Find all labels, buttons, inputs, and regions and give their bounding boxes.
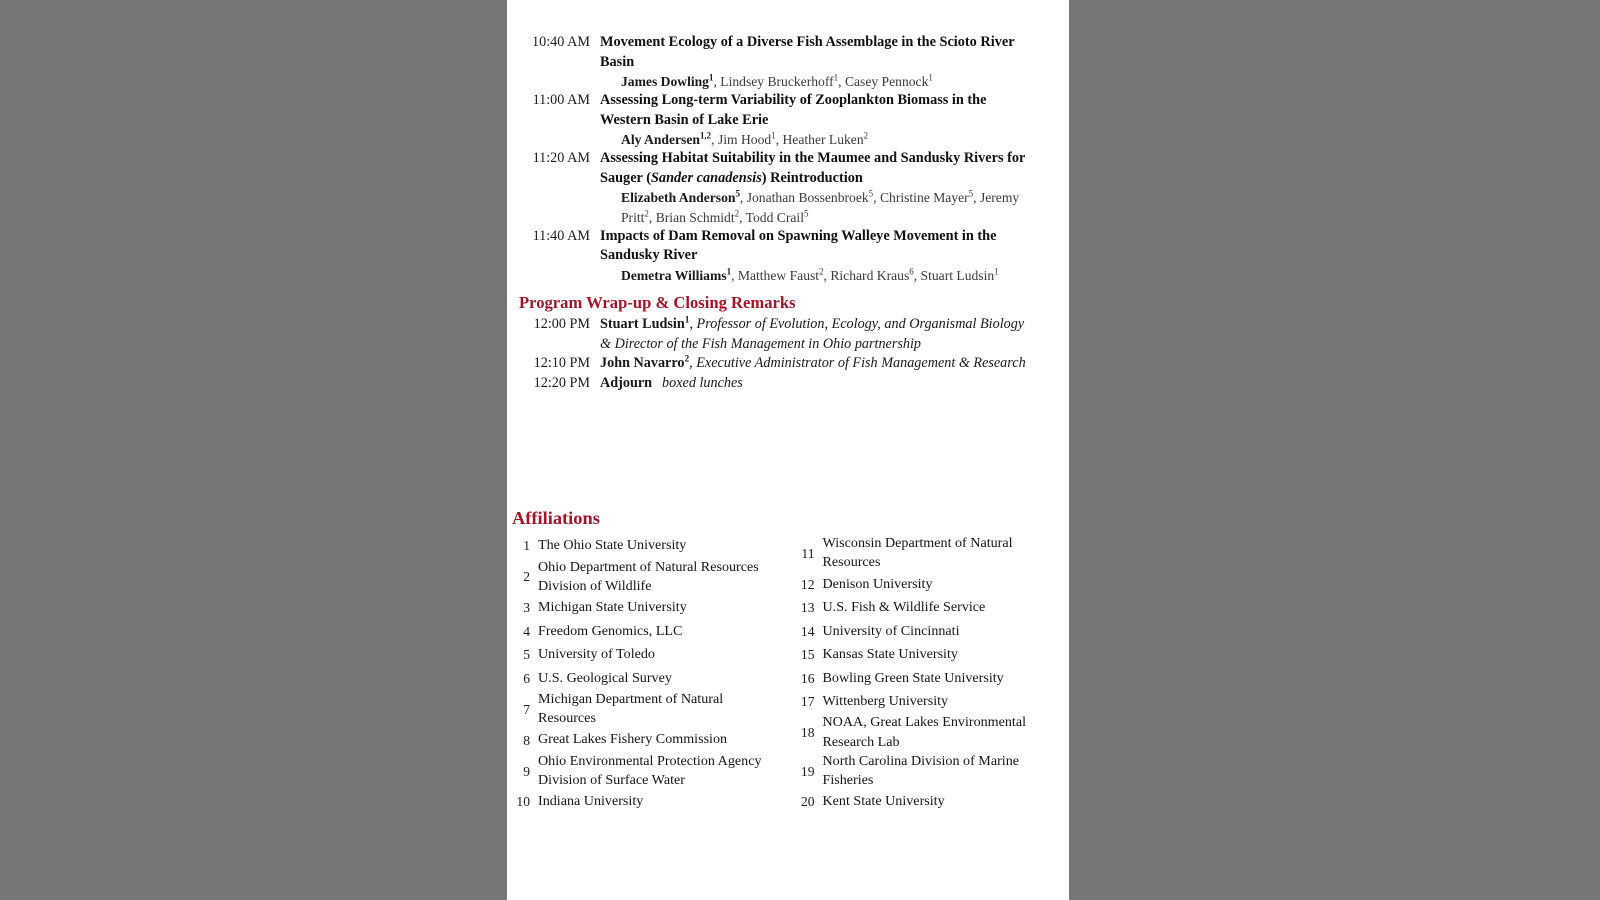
- affiliation-name: Michigan Department of Natural Resources: [538, 690, 724, 727]
- affiliation-name: U.S. Geological Survey: [538, 669, 672, 686]
- schedule-entry-authors: Elizabeth Anderson$^5$, Jonathan Bossenbroek$^5$, Christine Mayer$^5$, Jeremy Pritt$^2$, Brian Schmidt$^2$, Todd Crail$^5$: [621, 188, 1020, 225]
- wrapup-entry: [507, 315, 1069, 354]
- affiliation-row: [797, 619, 1070, 643]
- schedule-entry-title: Impacts of Dam Removal on Spawning Walleye Movement in the Sandusky River: [600, 227, 997, 264]
- affiliation-number: 4: [523, 623, 530, 639]
- schedule-entry-title-row: [507, 33, 1069, 72]
- affiliation-row: [797, 596, 1070, 620]
- affiliation-row: [512, 666, 785, 690]
- affiliation-name: NOAA, Great Lakes Environmental Research Lab: [822, 714, 1027, 750]
- schedule-entry-authors-row: [507, 188, 1069, 226]
- affiliation-name: Freedom Genomics, LLC: [538, 622, 683, 639]
- schedule-entry-authors-row: [507, 72, 1069, 91]
- affiliation-name: Ohio Environmental Protection Agency Division of Surface Water: [538, 752, 762, 789]
- affiliation-name: The Ohio State University: [538, 537, 687, 554]
- affiliation-row: [797, 752, 1070, 790]
- affiliation-row: [512, 596, 785, 620]
- affiliation-row: [512, 690, 785, 728]
- affiliation-row: [512, 790, 785, 814]
- schedule-entry-authors: James Dowling$^1$, Lindsey Bruckerhoff$^1$, Casey Pennock$^1$: [621, 72, 933, 89]
- schedule-entry-title: Assessing Habitat Suitability in the Maumee and Sandusky Rivers for Sauger (Sander canadensis) Reintroduction: [600, 150, 1026, 186]
- affiliation-row: [512, 558, 785, 596]
- schedule-entry-authors-row: [507, 266, 1069, 285]
- schedule-entry-time: 10:40 AM: [532, 34, 590, 50]
- affiliation-number: 19: [800, 763, 815, 779]
- schedule-entry-title: Assessing Long-term Variability of Zooplankton Biomass in the Western Basin of Lake Erie: [600, 92, 987, 128]
- schedule-entry: [507, 33, 1069, 91]
- authors-spacer: [507, 130, 600, 149]
- affiliation-number: 20: [800, 794, 815, 810]
- affiliations-columns: [507, 534, 1069, 814]
- affiliation-number: 16: [800, 670, 815, 686]
- affiliation-row: [797, 534, 1070, 572]
- schedule-entry-time: 11:40 AM: [532, 227, 590, 244]
- affiliation-name: Wittenberg University: [822, 693, 949, 710]
- affiliation-name: U.S. Fish & Wildlife Service: [822, 599, 986, 616]
- affiliation-name: Great Lakes Fishery Commission: [538, 731, 728, 748]
- affiliation-number: 3: [523, 600, 530, 616]
- schedule-entry: [507, 91, 1069, 149]
- affiliation-number: 13: [800, 600, 815, 616]
- affiliation-number: 5: [523, 647, 530, 663]
- affiliation-number: 17: [800, 694, 815, 710]
- wrapup-entry-time: 12:20 PM: [533, 374, 590, 391]
- wrapup-entries: [507, 315, 1069, 393]
- affiliation-number: 7: [523, 701, 530, 717]
- wrapup-entry-time: 12:10 PM: [533, 355, 590, 372]
- affiliation-number: 1: [523, 538, 530, 554]
- affiliation-number: 15: [800, 647, 815, 663]
- wrapup-entry-content: Stuart Ludsin$^1$, Professor of Evolution, Ecology, and Organismal Biology & Director of the Fish Management in Ohio partnership: [600, 315, 1025, 352]
- affiliation-name: University of Toledo: [538, 646, 655, 663]
- affiliation-number: 9: [523, 763, 530, 779]
- affiliation-name: Kansas State University: [822, 646, 958, 663]
- affiliation-row: [512, 534, 785, 558]
- affiliation-row: [797, 643, 1070, 667]
- affiliation-name: Wisconsin Department of Natural Resources: [822, 535, 1013, 571]
- affiliation-name: Michigan State University: [538, 599, 687, 616]
- affiliations-section: [507, 506, 1069, 814]
- affiliation-row: [512, 619, 785, 643]
- schedule-entry-title-row: [507, 227, 1069, 266]
- affiliation-name: Kent State University: [822, 793, 945, 810]
- affiliation-name: Denison University: [822, 575, 933, 592]
- schedule-entry-title-row: [507, 149, 1069, 188]
- schedule-list: [507, 33, 1069, 393]
- authors-spacer: [507, 72, 600, 91]
- schedule-entries: [507, 33, 1069, 285]
- wrapup-entry-time: 12:00 PM: [533, 316, 590, 333]
- schedule-entry-time: 11:00 AM: [532, 92, 590, 109]
- affiliation-row: [797, 666, 1070, 690]
- schedule-entry-title: Movement Ecology of a Diverse Fish Assemblage in the Scioto River Basin: [600, 34, 1015, 70]
- affiliations-heading: Affiliations: [512, 508, 600, 528]
- affiliation-row: [797, 790, 1070, 814]
- authors-spacer: [507, 266, 600, 285]
- affiliation-number: 14: [800, 623, 815, 639]
- affiliation-name: Ohio Department of Natural Resources Division of Wildlife: [538, 558, 759, 594]
- schedule-entry-authors-row: [507, 130, 1069, 149]
- affiliation-row: [797, 572, 1070, 596]
- affiliation-number: 12: [800, 576, 815, 592]
- wrapup-entry: [507, 374, 1069, 394]
- affiliation-number: 6: [523, 670, 530, 686]
- schedule-entry: [507, 227, 1069, 285]
- affiliation-name: North Carolina Division of Marine Fisheries: [822, 752, 1019, 789]
- schedule-entry-authors: Demetra Williams$^1$, Matthew Faust$^2$, Richard Kraus$^6$, Stuart Ludsin$^1$: [621, 266, 999, 283]
- affiliation-number: 11: [801, 545, 815, 561]
- affiliation-row: [512, 643, 785, 667]
- affiliation-number: 2: [523, 569, 530, 585]
- affiliation-number: 8: [523, 732, 530, 748]
- document-page: [507, 0, 1069, 900]
- wrapup-entry-content: John Navarro$^2$, Executive Administrator of Fish Management & Research: [600, 354, 1026, 372]
- wrapup-entry: [507, 354, 1069, 374]
- affiliation-number: 18: [800, 725, 815, 741]
- affiliation-row: [797, 713, 1070, 751]
- schedule-entry: [507, 149, 1069, 226]
- affiliation-row: [512, 728, 785, 752]
- affiliation-number: 10: [516, 794, 530, 810]
- affiliation-name: Bowling Green State University: [822, 669, 1004, 686]
- affiliation-name: University of Cincinnati: [822, 622, 960, 639]
- affiliations-column-left: [512, 534, 785, 814]
- affiliation-name: Indiana University: [538, 793, 644, 810]
- schedule-entry-time: 11:20 AM: [532, 150, 590, 167]
- affiliation-row: [797, 690, 1070, 714]
- wrapup-entry-content: Adjourn boxed lunches: [600, 374, 743, 391]
- affiliation-row: [512, 752, 785, 790]
- section-heading-wrapup: Program Wrap-up & Closing Remarks: [519, 293, 796, 313]
- schedule-entry-authors: Aly Andersen$^{1,2}$, Jim Hood$^1$, Heather Luken$^2$: [621, 130, 869, 148]
- schedule-entry-title-row: [507, 91, 1069, 130]
- authors-spacer: [507, 188, 600, 226]
- affiliations-column-right: [785, 534, 1070, 814]
